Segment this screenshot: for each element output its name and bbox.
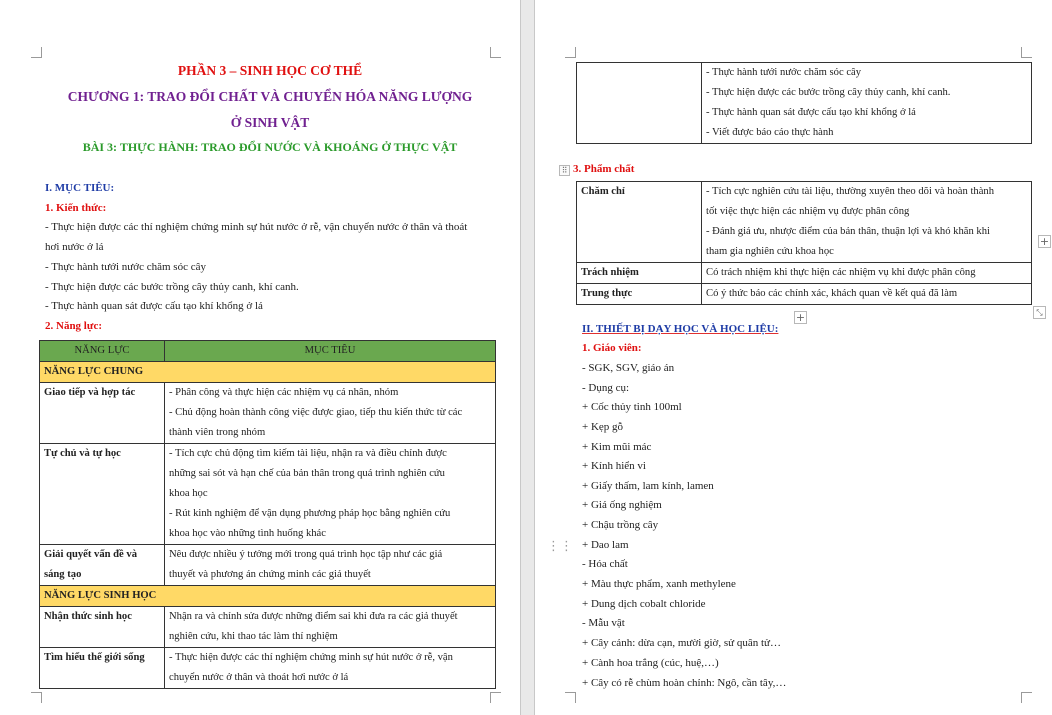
cell-line: thành viên trong nhóm — [169, 427, 266, 438]
page-gap-left-edge — [520, 0, 521, 715]
chapter-title-line1: CHƯƠNG 1: TRAO ĐỔI CHẤT VÀ CHUYỂN HÓA NĂNG LƯỢNG — [67, 89, 473, 104]
row-label: Trung thực — [577, 284, 702, 305]
knowledge-line: - Thực hành tưới nước chăm sóc cây — [45, 261, 206, 273]
cell-line: - Đánh giá ưu, nhược điểm của bản thân, thuận lợi và khó khăn khi — [706, 226, 990, 237]
knowledge-line: - Thực hiện được các thí nghiệm chứng minh sự hút nước ở rễ, vận chuyển nước ở thân và thoát — [45, 221, 468, 233]
cell-line: - Viết được báo cáo thực hành — [706, 127, 834, 138]
cell-line: những sai sót và hạn chế của bản thân trong quá trình nghiên cứu — [169, 468, 445, 479]
part-title: PHẦN 3 – SINH HỌC CƠ THỂ — [177, 63, 363, 78]
list-item: + Dao lam — [582, 539, 629, 551]
document-page-left — [0, 0, 520, 715]
table-resize-icon[interactable]: ⤡ — [1033, 306, 1046, 319]
cell-line: Có trách nhiệm khi thực hiện các nhiệm vụ khi được phân công — [702, 263, 1032, 284]
cell-line: - Thực hiện được các thí nghiệm chứng minh sự hút nước ở rễ, vận — [169, 652, 453, 663]
crop-mark — [565, 47, 576, 58]
cell-line: - Thực hiện được các bước trồng cây thủy canh, khí canh. — [706, 87, 951, 98]
table-row — [40, 607, 496, 648]
table-row — [40, 444, 496, 545]
group-row-biology: NĂNG LỰC SINH HỌC — [40, 586, 496, 607]
cell-line: tham gia nghiên cứu khoa học — [706, 246, 834, 257]
list-item: - SGK, SGV, giáo án — [582, 362, 675, 374]
drag-handle-icon[interactable]: ⋮⋮ — [547, 539, 573, 554]
cell-line: khoa học — [169, 488, 208, 499]
list-item: + Cây có rễ chùm hoàn chỉnh: Ngô, cần tây,… — [582, 677, 787, 689]
add-column-plus-icon[interactable]: + — [1039, 235, 1050, 248]
row-label: Tự chủ và tự học — [40, 444, 165, 545]
cell-line: Nhận ra và chỉnh sửa được những điểm sai khi đưa ra các giả thuyết — [169, 611, 458, 622]
row-label: Nhận thức sinh học — [40, 607, 165, 648]
table-row — [577, 182, 1032, 263]
list-item: + Kẹp gỗ — [582, 421, 624, 433]
teacher-heading: 1. Giáo viên: — [582, 342, 642, 354]
row-label: Chăm chỉ — [577, 182, 702, 263]
cell-line: khoa học vào những tình huống khác — [169, 528, 326, 539]
competency-heading: 2. Năng lực: — [45, 320, 103, 332]
cell-line: Có ý thức báo các chính xác, khách quan về kết quả đã làm — [702, 284, 1032, 305]
cell-line: - Thực hành tưới nước chăm sóc cây — [706, 67, 862, 78]
crop-mark — [490, 47, 501, 58]
row-label: Giải quyết vấn đề và — [44, 549, 138, 560]
cell-line: tốt việc thực hiện các nhiệm vụ được phân công — [706, 206, 910, 217]
cell-line: - Phân công và thực hiện các nhiệm vụ cá nhân, nhóm — [169, 387, 399, 398]
cell-line: chuyển nước ở thân và thoát hơi nước ở lá — [169, 672, 349, 683]
table-row — [40, 383, 496, 444]
list-item: + Màu thực phẩm, xanh methylene — [582, 578, 736, 590]
knowledge-line: - Thực hiện được các bước trồng cây thủy canh, khí canh. — [45, 281, 299, 293]
quality-table — [576, 181, 1032, 305]
list-item: - Mẫu vật — [582, 617, 625, 629]
knowledge-line: - Thực hành quan sát được cấu tạo khí khổng ở lá — [45, 300, 263, 312]
list-item: + Kim mũi mác — [582, 441, 652, 453]
cell-line: nghiên cứu, khi thao tác làm thí nghiệm — [169, 631, 338, 642]
column-header-objective: MỤC TIÊU — [165, 341, 496, 362]
knowledge-line: hơi nước ở lá — [45, 241, 104, 253]
cell-line: - Thực hành quan sát được cấu tạo khí khổng ở lá — [706, 107, 916, 118]
quality-heading: 3. Phẩm chất — [573, 163, 635, 175]
cell-line: - Rút kinh nghiệm để vận dụng phương pháp học bằng nghiên cứu — [169, 508, 451, 519]
list-item: + Cây cảnh: dừa cạn, mười giờ, sử quân tử… — [582, 637, 782, 649]
crop-mark — [1021, 47, 1032, 58]
lesson-title: BÀI 3: THỰC HÀNH: TRAO ĐỔI NƯỚC VÀ KHOÁNG Ở THỰC VẬT — [82, 140, 458, 154]
list-item: - Hóa chất — [582, 558, 628, 570]
continuation-table — [576, 62, 1032, 144]
row-label: Trách nhiệm — [577, 263, 702, 284]
list-item: + Dung dịch cobalt chloride — [582, 598, 706, 610]
row-label: Tìm hiểu thế giới sống — [40, 648, 165, 689]
list-item: + Cành hoa trắng (cúc, huệ,…) — [582, 657, 719, 669]
document-page-right — [535, 0, 1052, 715]
add-row-plus-icon[interactable]: + — [795, 311, 806, 324]
cell-line: - Chủ động hoàn thành công việc được giao, tiếp thu kiến thức từ các — [169, 407, 463, 418]
section-objectives-heading: I. MỤC TIÊU: — [45, 182, 115, 194]
column-header-competency: NĂNG LỰC — [40, 341, 165, 362]
table-row — [577, 284, 1032, 305]
list-item: + Giấy thấm, lam kính, lamen — [582, 480, 714, 492]
crop-mark — [565, 692, 576, 703]
competency-table — [39, 340, 496, 689]
row-label: Giao tiếp và hợp tác — [40, 383, 165, 444]
list-item: + Kính hiển vi — [582, 460, 646, 472]
cell-line: Nêu được nhiều ý tưởng mới trong quá trình học tập như các giả — [169, 549, 443, 560]
table-row — [40, 648, 496, 689]
row-label: sáng tạo — [44, 569, 82, 580]
table-row — [40, 545, 496, 586]
section-equipment-heading: II. THIẾT BỊ DẠY HỌC VÀ HỌC LIỆU: — [582, 323, 779, 335]
cell-line: - Tích cực chủ động tìm kiếm tài liệu, nhận ra và điều chỉnh được — [169, 448, 447, 459]
empty-cell — [577, 63, 702, 144]
table-row — [577, 63, 1032, 144]
cell-line: thuyết và phương án chứng minh các giả thuyết — [169, 569, 371, 580]
cell-line: - Tích cực nghiên cứu tài liệu, thường xuyên theo dõi và hoàn thành — [706, 186, 994, 197]
crop-mark — [1021, 692, 1032, 703]
chapter-title-line2: Ở SINH VẬT — [230, 115, 310, 130]
list-item: - Dụng cụ: — [582, 382, 630, 394]
table-row — [577, 263, 1032, 284]
crop-mark — [490, 692, 501, 703]
list-item: + Giá ống nghiệm — [582, 499, 662, 511]
knowledge-heading: 1. Kiến thức: — [45, 202, 107, 214]
list-item: + Cốc thủy tinh 100ml — [582, 401, 682, 413]
list-item: + Chậu trồng cây — [582, 519, 659, 531]
move-handle-icon[interactable]: ⠿ — [559, 165, 570, 176]
crop-mark — [31, 47, 42, 58]
group-row-general: NĂNG LỰC CHUNG — [40, 362, 496, 383]
crop-mark — [31, 692, 42, 703]
